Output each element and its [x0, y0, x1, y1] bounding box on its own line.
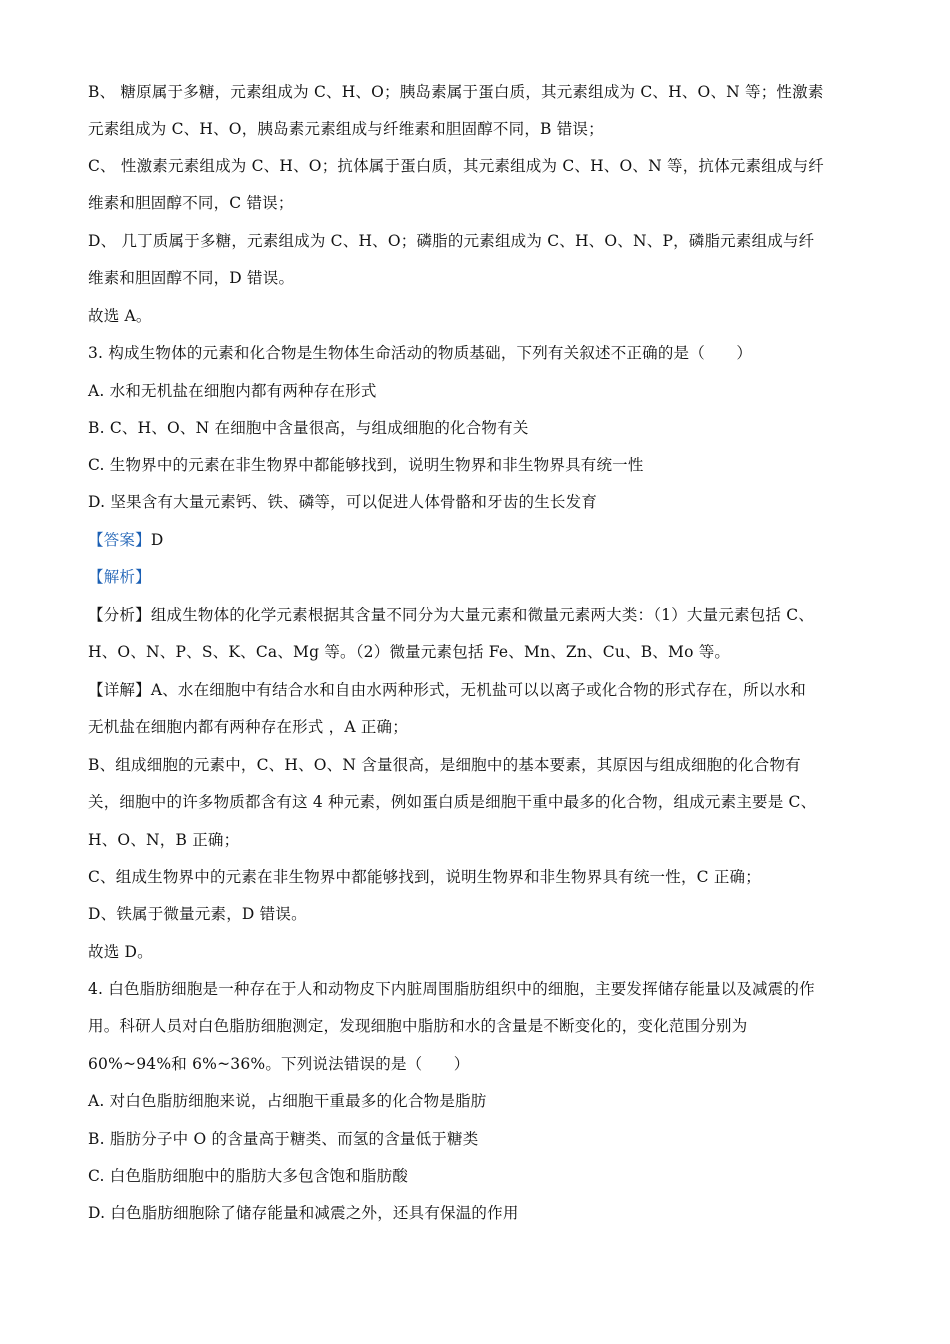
question-4-stem: 4. 白色脂肪细胞是一种存在于人和动物皮下内脏周围脂肪组织中的细胞，主要发挥储存能量以及减震的作: [88, 980, 815, 998]
text-line: 元素组成为 C、H、O，胰岛素元素组成与纤维素和胆固醇不同，B 错误；: [88, 120, 604, 138]
text-line: 关，细胞中的许多物质都含有这 4 种元素，例如蛋白质是细胞干重中最多的化合物，组成元素主要是 C、: [88, 793, 817, 811]
option-c: C. 生物界中的元素在非生物界中都能够找到，说明生物界和非生物界具有统一性: [88, 456, 644, 474]
text-line: 故选 A。: [88, 307, 152, 325]
text-line: 维素和胆固醇不同，D 错误。: [88, 269, 295, 287]
text-line: 60%~94%和 6%~36%。下列说法错误的是（ ）: [88, 1055, 470, 1073]
fenxi-line: 【分析】组成生物体的化学元素根据其含量不同分为大量元素和微量元素两大类：（1）大量元素包括 C、: [88, 606, 815, 624]
text-line: D、 几丁质属于多糖，元素组成为 C、H、O；磷脂的元素组成为 C、H、O、N、P，磷脂元素组成与纤: [88, 232, 815, 250]
text-line: 无机盐在细胞内都有两种存在形式 ，A 正确；: [88, 718, 408, 736]
xiangjie-line: 【详解】A、水在细胞中有结合水和自由水两种形式，无机盐可以以离子或化合物的形式存在，所以水和: [88, 681, 806, 699]
analysis-heading: 【解析】: [88, 568, 151, 586]
answer-value: D: [150, 531, 164, 549]
option-b: B. C、H、O、N 在细胞中含量很高，与组成细胞的化合物有关: [88, 419, 529, 437]
xiangjie-tag: 【详解】: [88, 681, 151, 699]
text-line: B、组成细胞的元素中，C、H、O、N 含量很高，是细胞中的基本要素，其原因与组成细胞的化合物有: [88, 756, 801, 774]
option-b: B. 脂肪分子中 O 的含量高于糖类、而氢的含量低于糖类: [88, 1130, 479, 1148]
option-c: C. 白色脂肪细胞中的脂肪大多包含饱和脂肪酸: [88, 1167, 409, 1185]
text-line: H、O、N、P、S、K、Ca、Mg 等。（2）微量元素包括 Fe、Mn、Zn、Cu、B、Mo 等。: [88, 643, 731, 661]
question-3-stem: 3. 构成生物体的元素和化合物是生物体生命活动的物质基础，下列有关叙述不正确的是（ ）: [88, 344, 753, 362]
text-line: 用。科研人员对白色脂肪细胞测定，发现细胞中脂肪和水的含量是不断变化的，变化范围分别为: [88, 1017, 748, 1035]
option-d: D. 坚果含有大量元素钙、铁、磷等，可以促进人体骨骼和牙齿的生长发育: [88, 493, 598, 511]
fenxi-tag: 【分析】: [88, 606, 151, 624]
text-line: C、组成生物界中的元素在非生物界中都能够找到，说明生物界和非生物界具有统一性，C 正确；: [88, 868, 761, 886]
text-line: 维素和胆固醇不同，C 错误；: [88, 194, 294, 212]
option-a: A. 水和无机盐在细胞内都有两种存在形式: [88, 382, 377, 400]
answer-line: [88, 529, 910, 551]
text-line: 故选 D。: [88, 943, 153, 961]
option-a: A. 对白色脂肪细胞来说，占细胞干重最多的化合物是脂肪: [88, 1092, 487, 1110]
text-line: C、 性激素元素组成为 C、H、O；抗体属于蛋白质，其元素组成为 C、H、O、N 等，抗体元素组成与纤: [88, 157, 825, 175]
text-line: D、铁属于微量元素，D 错误。: [88, 905, 307, 923]
option-d: D. 白色脂肪细胞除了储存能量和减震之外，还具有保温的作用: [88, 1204, 519, 1222]
text-line: H、O、N，B 正确；: [88, 831, 240, 849]
text-line: B、 糖原属于多糖，元素组成为 C、H、O；胰岛素属于蛋白质，其元素组成为 C、H、O、N 等；性激素: [88, 83, 824, 101]
answer-tag: 【答案】: [88, 531, 151, 549]
